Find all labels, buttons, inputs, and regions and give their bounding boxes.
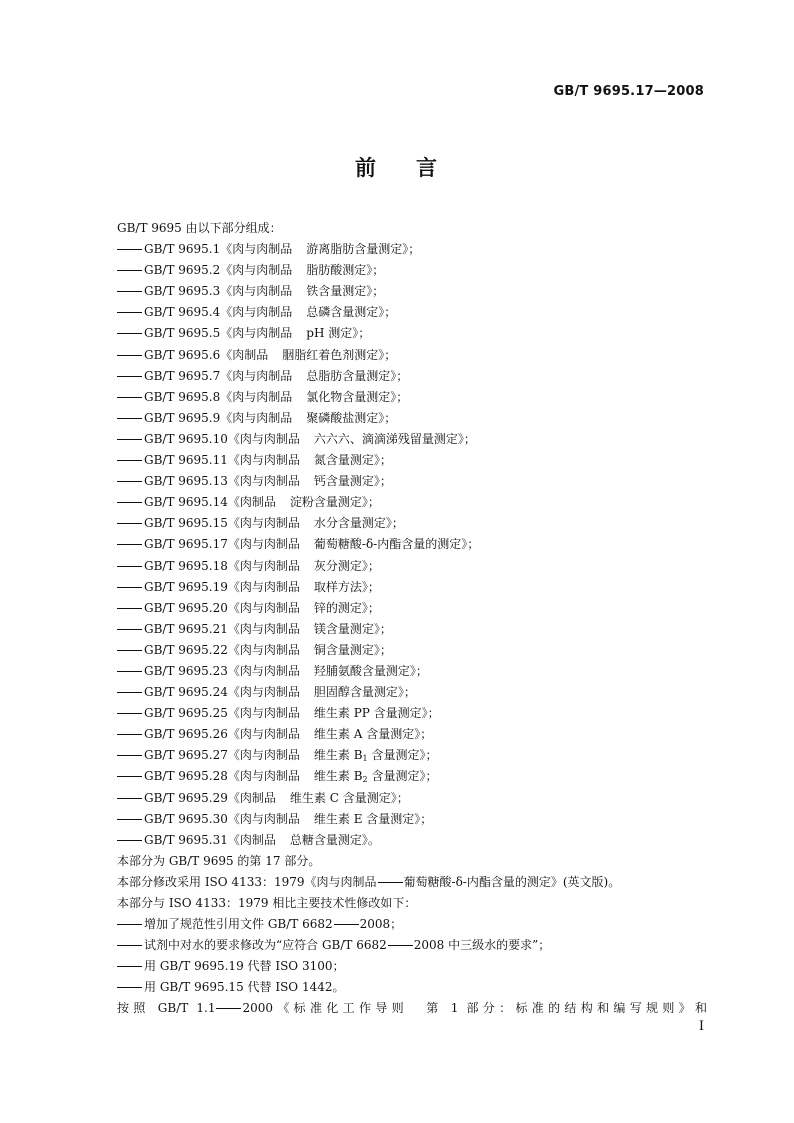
part-topic-end: 含量测定》； xyxy=(367,748,438,763)
part-category: 《肉与肉制品 xyxy=(220,389,293,404)
part-code: GB/T 9695.14 xyxy=(144,495,228,510)
part-code: GB/T 9695.22 xyxy=(144,642,228,657)
part-category: 《肉与肉制品 xyxy=(227,706,300,721)
part-list-item xyxy=(117,788,707,809)
part-code: GB/T 9695.1 xyxy=(144,242,221,257)
part-code: GB/T 9695.5 xyxy=(144,326,221,341)
em-dash xyxy=(334,924,359,925)
part-code: GB/T 9695.31 xyxy=(144,832,228,847)
list-dash xyxy=(117,312,142,313)
list-dash xyxy=(117,418,142,419)
part-list-item xyxy=(117,556,707,577)
para-reference-standard: 按照 GB/T 1.1 2000《标准化工作导则 第 1 部分：标准的结构和编写规则》和 xyxy=(117,1001,708,1016)
list-dash xyxy=(117,734,142,735)
list-dash xyxy=(117,692,142,693)
part-topic: 氮含量测定》； xyxy=(313,453,392,468)
part-category: 《肉与肉制品 xyxy=(227,642,300,657)
change-item: 用 GB/T 9695.19 代替 ISO 3100； xyxy=(117,956,707,977)
part-category: 《肉制品 xyxy=(227,832,276,847)
list-dash xyxy=(117,713,142,714)
part-list-item xyxy=(117,766,707,787)
list-dash xyxy=(117,270,142,271)
part-code: GB/T 9695.3 xyxy=(144,284,221,299)
part-list-item xyxy=(117,703,707,724)
part-code: GB/T 9695.19 xyxy=(144,579,228,594)
part-category: 《肉与肉制品 xyxy=(227,748,300,763)
para-adoption-text-1: 本部分修改采用 ISO 4133：1979《肉与肉制品 xyxy=(117,874,377,889)
list-dash xyxy=(117,460,142,461)
part-topic: 维生素 A 含量测定》； xyxy=(313,727,433,742)
part-list-item xyxy=(117,830,707,851)
list-dash xyxy=(117,945,142,946)
part-code: GB/T 9695.26 xyxy=(144,727,228,742)
part-topic: 灰分测定》； xyxy=(313,558,380,573)
part-category: 《肉与肉制品 xyxy=(220,410,293,425)
part-list-item xyxy=(117,809,707,830)
list-dash xyxy=(117,629,142,630)
part-list-item xyxy=(117,534,707,555)
part-code: GB/T 9695.29 xyxy=(144,790,228,805)
title-char-2: 言 xyxy=(416,156,439,180)
part-topic: 胭脂红着色剂测定》； xyxy=(282,347,397,362)
part-code: GB/T 9695.21 xyxy=(144,621,228,636)
part-list-item xyxy=(117,323,707,344)
part-code: GB/T 9695.8 xyxy=(144,389,221,404)
part-topic: 羟脯氨酸含量测定》； xyxy=(313,663,428,678)
list-dash xyxy=(117,291,142,292)
list-dash xyxy=(117,966,142,967)
part-code: GB/T 9695.13 xyxy=(144,474,228,489)
em-dash xyxy=(378,882,403,883)
part-category: 《肉与肉制品 xyxy=(220,368,293,383)
part-code: GB/T 9695.11 xyxy=(144,453,228,468)
part-list-item xyxy=(117,661,707,682)
part-list-item xyxy=(117,450,707,471)
part-code: GB/T 9695.4 xyxy=(144,305,221,320)
part-code: GB/T 9695.15 xyxy=(144,516,228,531)
page-title xyxy=(0,152,794,182)
list-dash xyxy=(117,840,142,841)
list-dash xyxy=(117,439,142,440)
list-dash xyxy=(117,987,142,988)
part-code: GB/T 9695.7 xyxy=(144,368,221,383)
part-topic: 维生素 C 含量测定》； xyxy=(289,790,409,805)
part-category: 《肉与肉制品 xyxy=(227,453,300,468)
list-dash xyxy=(117,671,142,672)
part-category: 《肉与肉制品 xyxy=(227,431,300,446)
part-category: 《肉与肉制品 xyxy=(220,326,293,341)
part-code: GB/T 9695.9 xyxy=(144,410,221,425)
part-list-item xyxy=(117,387,707,408)
part-code: GB/T 9695.10 xyxy=(144,431,228,446)
change-item: 增加了规范性引用文件 GB/T 6682 2008； xyxy=(117,914,707,935)
em-dash xyxy=(216,1008,241,1009)
part-topic: 聚磷酸盐测定》； xyxy=(306,410,397,425)
list-dash xyxy=(117,397,142,398)
foreword-body xyxy=(117,218,707,1020)
part-topic: 水分含量测定》； xyxy=(313,516,404,531)
part-category: 《肉与肉制品 xyxy=(227,621,300,636)
part-list-item xyxy=(117,513,707,534)
part-topic: 维生素 B xyxy=(313,769,363,784)
part-list-item xyxy=(117,429,707,450)
standard-code: GB/T 9695.17—2008 xyxy=(553,84,704,99)
part-list-item xyxy=(117,745,707,766)
part-code: GB/T 9695.24 xyxy=(144,685,228,700)
para-adoption xyxy=(117,872,707,893)
part-category: 《肉与肉制品 xyxy=(227,685,300,700)
list-dash xyxy=(117,650,142,651)
part-list-item xyxy=(117,239,707,260)
part-list-item xyxy=(117,724,707,745)
part-category: 《肉与肉制品 xyxy=(227,537,300,552)
part-topic-subscript: 1 xyxy=(362,754,368,764)
part-category: 《肉与肉制品 xyxy=(227,769,300,784)
list-dash xyxy=(117,544,142,545)
part-topic: 游离脂肪含量测定》； xyxy=(306,242,421,257)
list-dash xyxy=(117,587,142,588)
part-topic: 维生素 PP 含量测定》； xyxy=(313,706,440,721)
part-topic: 镁含量测定》； xyxy=(313,621,392,636)
list-dash xyxy=(117,523,142,524)
part-topic: 淀粉含量测定》； xyxy=(289,495,380,510)
part-list-item xyxy=(117,260,707,281)
part-topic: 氯化物含量测定》； xyxy=(306,389,409,404)
part-code: GB/T 9695.27 xyxy=(144,748,228,763)
part-list-item xyxy=(117,345,707,366)
part-topic: 总脂肪含量测定》； xyxy=(306,368,409,383)
part-code: GB/T 9695.23 xyxy=(144,663,228,678)
part-category: 《肉制品 xyxy=(227,495,276,510)
part-category: 《肉与肉制品 xyxy=(227,600,300,615)
parts-list xyxy=(117,239,707,851)
list-dash xyxy=(117,566,142,567)
part-topic: 胆固醇含量测定》； xyxy=(313,685,416,700)
intro-line: GB/T 9695 由以下部分组成： xyxy=(117,221,282,235)
part-topic: pH 测定》； xyxy=(306,326,371,341)
part-code: GB/T 9695.6 xyxy=(144,347,221,362)
part-topic: 维生素 B xyxy=(313,748,363,763)
part-topic: 总糖含量测定》。 xyxy=(289,832,380,847)
part-code: GB/T 9695.25 xyxy=(144,706,228,721)
part-list-item xyxy=(117,577,707,598)
part-category: 《肉与肉制品 xyxy=(227,474,300,489)
part-category: 《肉与肉制品 xyxy=(220,284,293,299)
part-list-item xyxy=(117,471,707,492)
change-item: 试剂中对水的要求修改为“应符合 GB/T 6682 2008 中三级水的要求”； xyxy=(117,935,707,956)
part-category: 《肉制品 xyxy=(220,347,269,362)
list-dash xyxy=(117,608,142,609)
list-dash xyxy=(117,819,142,820)
part-code: GB/T 9695.20 xyxy=(144,600,228,615)
part-topic: 取样方法》； xyxy=(313,579,380,594)
para-adoption-text-2: 葡萄糖酸-δ-内酯含量的测定》(英文版)。 xyxy=(403,874,621,889)
part-category: 《肉与肉制品 xyxy=(220,305,293,320)
part-topic-end: 含量测定》； xyxy=(367,769,438,784)
part-code: GB/T 9695.2 xyxy=(144,263,221,278)
part-category: 《肉与肉制品 xyxy=(227,579,300,594)
part-code: GB/T 9695.17 xyxy=(144,537,228,552)
part-code: GB/T 9695.18 xyxy=(144,558,228,573)
part-topic: 脂肪酸测定》； xyxy=(306,263,385,278)
part-list-item xyxy=(117,281,707,302)
list-dash xyxy=(117,924,142,925)
list-dash xyxy=(117,249,142,250)
part-category: 《肉与肉制品 xyxy=(227,558,300,573)
part-category: 《肉与肉制品 xyxy=(220,242,293,257)
part-category: 《肉与肉制品 xyxy=(227,811,300,826)
part-list-item xyxy=(117,366,707,387)
title-char-1: 前 xyxy=(355,156,378,180)
part-category: 《肉与肉制品 xyxy=(227,516,300,531)
part-topic: 铁含量测定》； xyxy=(306,284,385,299)
part-category: 《肉制品 xyxy=(227,790,276,805)
list-dash xyxy=(117,798,142,799)
para-changes-intro: 本部分与 ISO 4133：1979 相比主要技术性修改如下： xyxy=(117,896,417,910)
part-list-item xyxy=(117,640,707,661)
part-topic: 总磷含量测定》； xyxy=(306,305,397,320)
part-topic: 维生素 E 含量测定》； xyxy=(313,811,433,826)
part-list-item xyxy=(117,682,707,703)
para-part-number: 本部分为 GB/T 9695 的第 17 部分。 xyxy=(117,853,321,868)
list-dash xyxy=(117,755,142,756)
part-category: 《肉与肉制品 xyxy=(220,263,293,278)
list-dash xyxy=(117,355,142,356)
em-dash xyxy=(388,945,413,946)
list-dash xyxy=(117,481,142,482)
part-topic: 葡萄糖酸-δ-内酯含量的测定》； xyxy=(313,537,480,552)
part-topic-subscript: 2 xyxy=(362,775,368,785)
list-dash xyxy=(117,776,142,777)
part-category: 《肉与肉制品 xyxy=(227,727,300,742)
part-list-item xyxy=(117,408,707,429)
part-topic: 锌的测定》； xyxy=(313,600,380,615)
change-item: 用 GB/T 9695.15 代替 ISO 1442。 xyxy=(117,977,707,998)
part-topic: 六六六、滴滴涕残留量测定》； xyxy=(313,431,476,446)
part-code: GB/T 9695.28 xyxy=(144,769,228,784)
part-list-item xyxy=(117,598,707,619)
part-topic: 铜含量测定》； xyxy=(313,642,392,657)
part-list-item xyxy=(117,302,707,323)
list-dash xyxy=(117,333,142,334)
part-category: 《肉与肉制品 xyxy=(227,663,300,678)
list-dash xyxy=(117,502,142,503)
part-list-item xyxy=(117,492,707,513)
part-code: GB/T 9695.30 xyxy=(144,811,228,826)
part-list-item xyxy=(117,619,707,640)
part-topic: 钙含量测定》； xyxy=(313,474,392,489)
list-dash xyxy=(117,376,142,377)
page-number: I xyxy=(698,1019,704,1034)
